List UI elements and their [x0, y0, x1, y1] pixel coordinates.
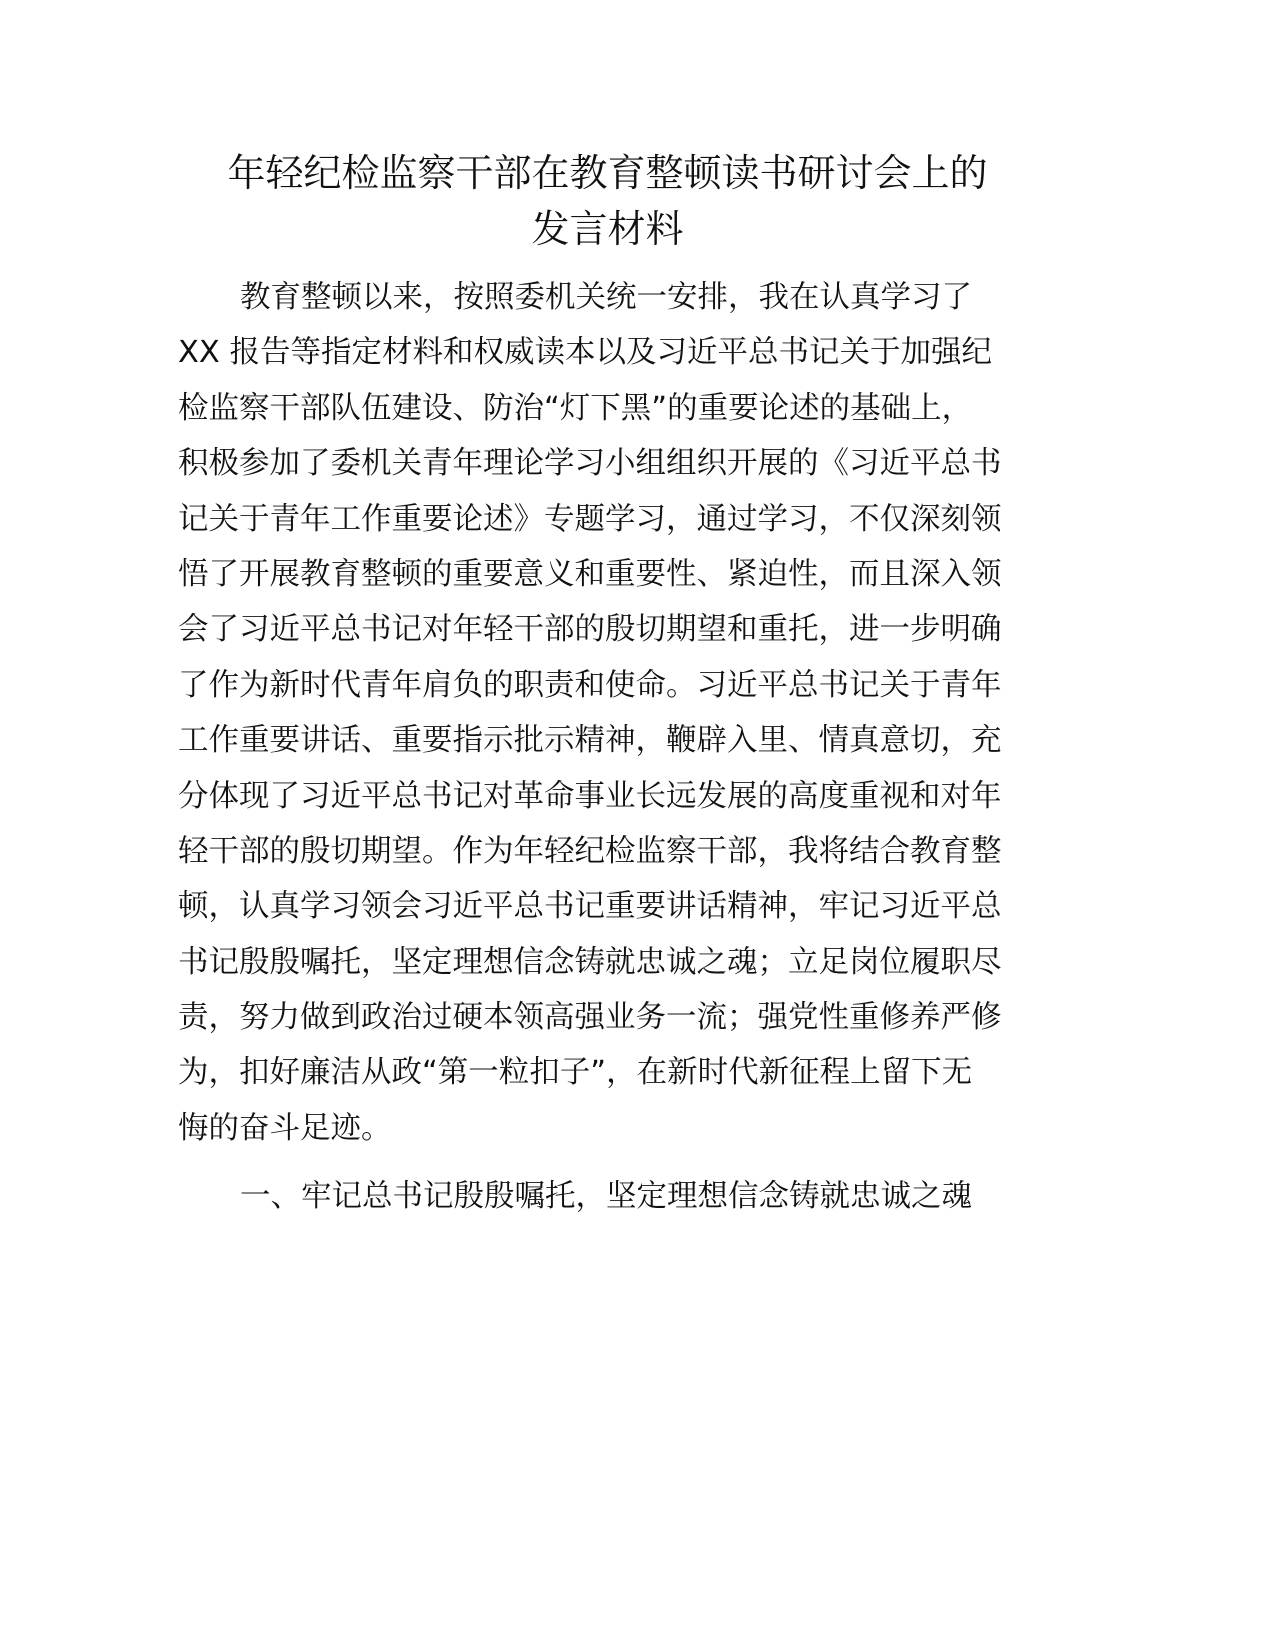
paragraph-line: 教育整顿以来，按照委机关统一安排，我在认真学习了: [240, 280, 972, 315]
paragraph-line: 为，扣好廉洁从政“第一粒扣子”，在新时代新征程上留下无: [178, 1055, 973, 1091]
paragraph-line: 了作为新时代青年肩负的职责和使命。习近平总书记关于青年: [178, 667, 1002, 703]
paragraph-line: 悟了开展教育整顿的重要意义和重要性、紧迫性，而且深入领: [178, 556, 1002, 592]
paragraph-line: 检监察干部队伍建设、防治“灯下黑”的重要论述的基础上，: [178, 390, 973, 426]
paragraph-line: 轻干部的殷切期望。作为年轻纪检监察干部，我将结合教育整: [178, 833, 1002, 869]
intro-paragraph: [178, 270, 1038, 1156]
paragraph-line: 工作重要讲话、重要指示批示精神，鞭辟入里、情真意切，充: [178, 723, 1002, 759]
section-heading: 一、牢记总书记殷殷嘱托，坚定理想信念铸就忠诚之魂: [240, 1179, 972, 1214]
paragraph-line: 记关于青年工作重要论述》专题学习，通过学习，不仅深刻领: [178, 501, 1002, 537]
paragraph-line: XX 报告等指定材料和权威读本以及习近平总书记关于加强纪: [178, 335, 992, 371]
paragraph-line: 书记殷殷嘱托，坚定理想信念铸就忠诚之魂；立足岗位履职尽: [178, 944, 1002, 980]
paragraph-line: 顿，认真学习领会习近平总书记重要讲话精神，牢记习近平总: [178, 889, 1002, 925]
paragraph-line: 会了习近平总书记对年轻干部的殷切期望和重托，进一步明确: [178, 612, 1002, 648]
document-title-line-2: 发言材料: [531, 207, 684, 251]
paragraph-line: 悔的奋斗足迹。: [178, 1110, 392, 1146]
paragraph-line: 积极参加了委机关青年理论学习小组组织开展的《习近平总书: [178, 446, 1002, 482]
paragraph-line: 分体现了习近平总书记对革命事业长远发展的高度重视和对年: [178, 778, 1002, 814]
document-title-line-1: 年轻纪检监察干部在教育整顿读书研讨会上的: [227, 151, 988, 195]
paragraph-line: 责，努力做到政治过硬本领高强业务一流；强党性重修养严修: [178, 1000, 1002, 1036]
